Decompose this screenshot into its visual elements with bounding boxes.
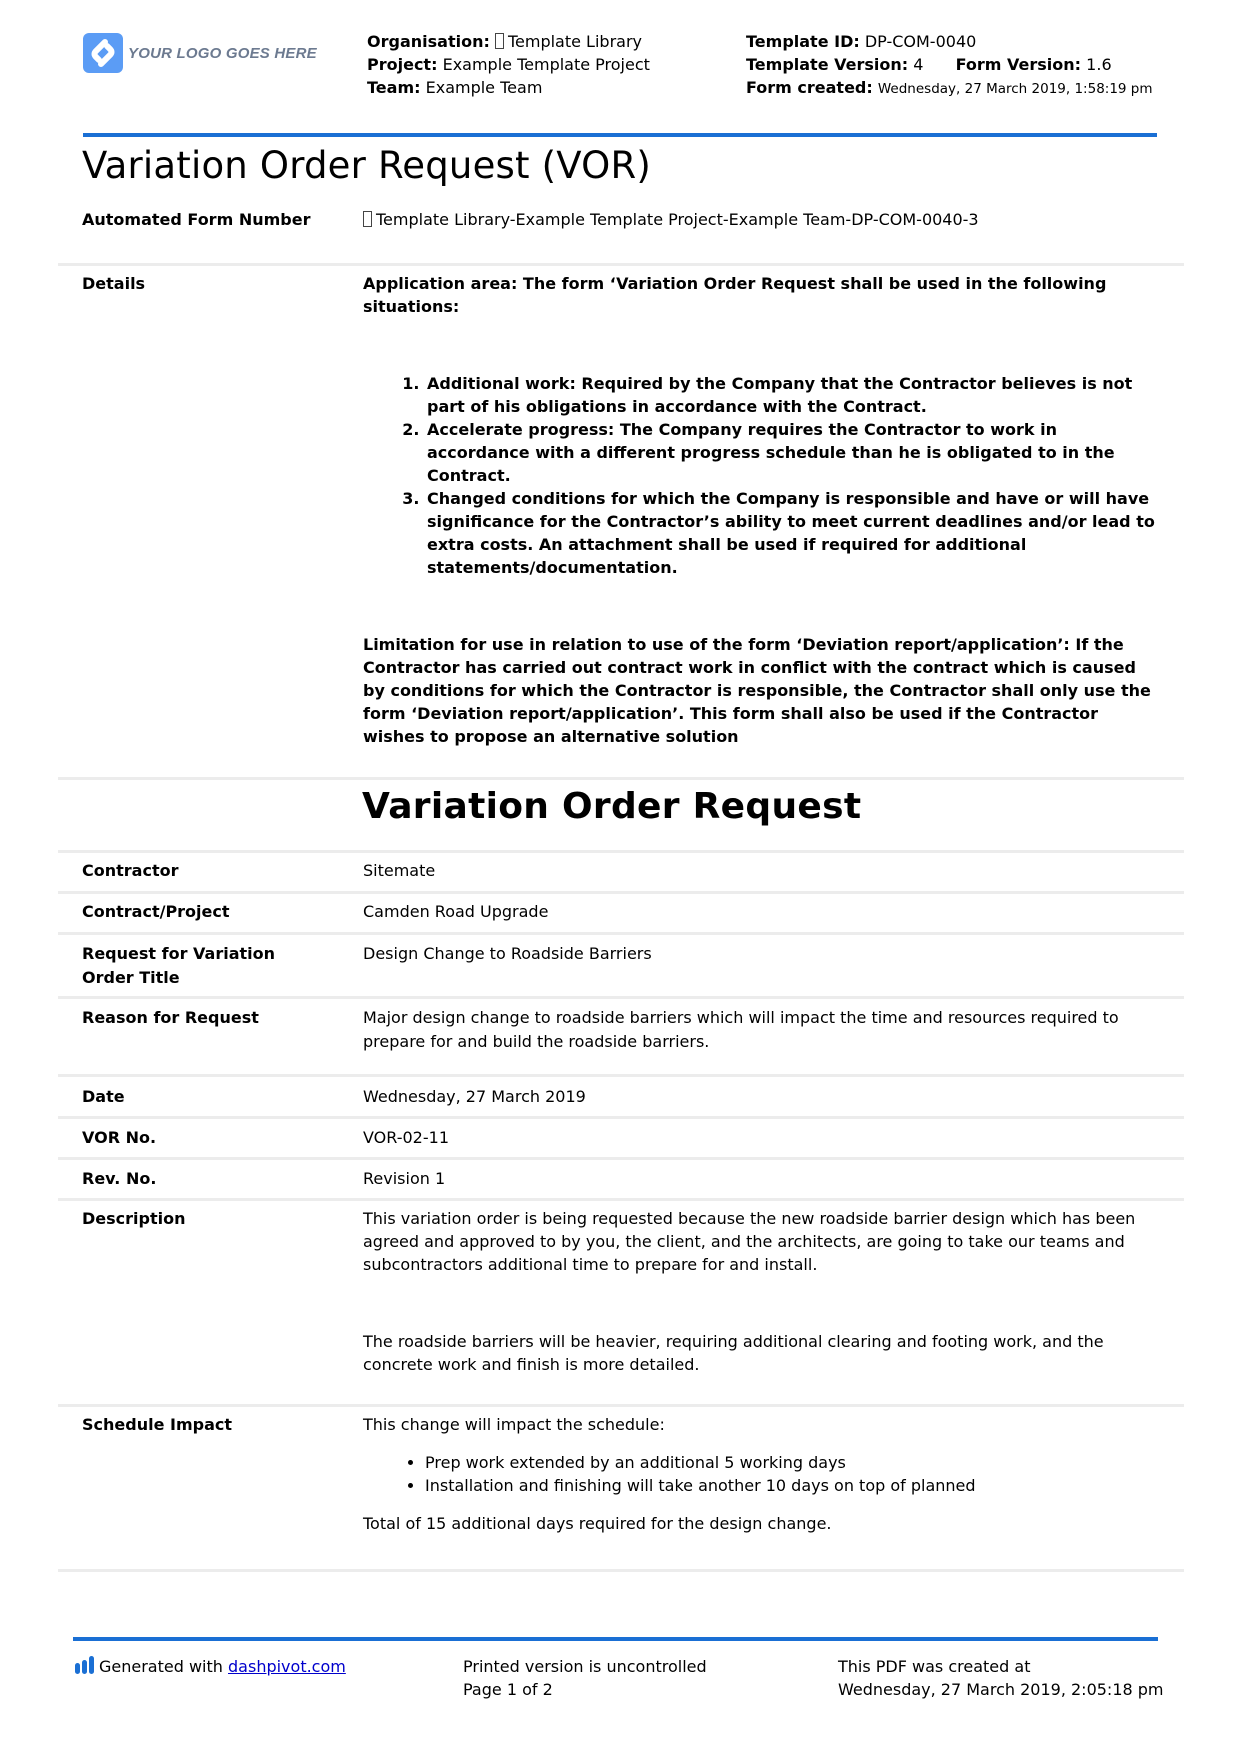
row-separator: [58, 1116, 1184, 1119]
contractor-value: Sitemate: [363, 861, 436, 880]
team-line: [367, 76, 727, 99]
project-label: Project:: [367, 55, 438, 74]
form-created-value: Wednesday, 27 March 2019, 1:58:19 pm: [877, 81, 1153, 97]
footer-divider: [73, 1637, 1158, 1641]
document-title: Variation Order Request (VOR): [82, 144, 652, 187]
version-line: [746, 53, 1156, 76]
header-template-block: [746, 30, 1156, 101]
row-separator: [58, 263, 1184, 266]
details-content: [363, 272, 1163, 748]
pdf-created-value: Wednesday, 27 March 2019, 2:05:18 pm: [838, 1680, 1164, 1699]
schedule-impact-label: Schedule Impact: [82, 1415, 233, 1434]
automated-form-number-label: Automated Form Number: [82, 210, 311, 229]
row-separator: [58, 996, 1184, 999]
row-separator: [58, 1074, 1184, 1077]
rev-no-label: Rev. No.: [82, 1169, 157, 1188]
organisation-line: [367, 30, 727, 53]
schedule-impact-value: [363, 1413, 1163, 1535]
page-number: Page 1 of 2: [463, 1680, 553, 1699]
schedule-bullet: • Installation and finishing will take another 10 days on top of planned: [425, 1474, 1163, 1497]
project-value: Example Template Project: [442, 55, 650, 74]
schedule-intro: This change will impact the schedule:: [363, 1415, 665, 1434]
team-value: Example Team: [425, 78, 543, 97]
vor-no-value: VOR-02-11: [363, 1128, 449, 1147]
footer-middle: [463, 1655, 763, 1701]
template-id-line: [746, 30, 1156, 53]
details-intro: Application area: The form ‘Variation Order Request shall be used in the following situations:: [363, 274, 1107, 316]
organisation-label: Organisation:: [367, 32, 490, 51]
request-title-value: Design Change to Roadside Barriers: [363, 944, 652, 963]
footer-generated: [75, 1655, 415, 1680]
contract-project-label: Contract/Project: [82, 902, 230, 921]
schedule-total: Total of 15 additional days required for the design change.: [363, 1514, 832, 1533]
section-title: Variation Order Request: [362, 786, 862, 827]
dashpivot-logo-icon: [75, 1656, 95, 1680]
dashpivot-link[interactable]: dashpivot.com: [228, 1657, 346, 1676]
contractor-label: Contractor: [82, 861, 179, 880]
row-separator: [58, 777, 1184, 780]
footer-right: [838, 1655, 1168, 1701]
details-limitation: Limitation for use in relation to use of the form ‘Deviation report/application’: If the Contractor has carried out contract work in conflict with the contract which is caused by conditions for which the Contractor is responsible, the Contractor shall only use the form ‘Deviation report/application’. This form shall also be used if the Contractor wishes to propose an alternative solution: [363, 635, 1151, 746]
logo-text: YOUR LOGO GOES HERE: [128, 45, 317, 62]
row-separator: [58, 1157, 1184, 1160]
description-value: [363, 1207, 1163, 1376]
header-divider: [83, 133, 1157, 137]
row-separator: [58, 1198, 1184, 1201]
request-title-label: Request for Variation Order Title: [82, 944, 276, 987]
row-separator: [58, 1404, 1184, 1407]
details-list-item: 3. Changed conditions for which the Company is responsible and have or will have significance for the Contractor’s ability to meet current deadlines and/or lead to extra costs. An attachment shall be used if required for additional statements/documentation.: [425, 487, 1163, 579]
logo-icon: [83, 33, 123, 73]
row-separator: [58, 850, 1184, 853]
reason-label: Reason for Request: [82, 1008, 259, 1027]
automated-form-number-text: Template Library-Example Template Project-Example Team-DP-COM-0040-3: [376, 210, 979, 229]
contract-project-value: Camden Road Upgrade: [363, 902, 549, 921]
pdf-created-label: This PDF was created at: [838, 1657, 1031, 1676]
description-paragraph: This variation order is being requested because the new roadside barrier design which has been agreed and approved to by you, the client, and the architects, are going to take our teams and subcontractors additional time to prepare for and install.: [363, 1209, 1136, 1274]
details-list-item: 2. Accelerate progress: The Company requires the Contractor to work in accordance with a different progress schedule than he is obligated to in the Contract.: [425, 418, 1163, 487]
template-id-label: Template ID:: [746, 32, 860, 51]
template-version-value: 4: [913, 55, 924, 74]
schedule-bullets: [363, 1451, 1163, 1497]
form-created-line: [746, 76, 1156, 101]
missing-glyph-icon: [495, 33, 504, 49]
row-separator: [58, 891, 1184, 894]
details-label: Details: [82, 274, 146, 293]
project-line: [367, 53, 727, 76]
form-version-label: Form Version:: [955, 55, 1082, 74]
reason-value: Major design change to roadside barriers which will impact the time and resources required to prepare for and build the roadside barriers.: [363, 1008, 1119, 1051]
organisation-value: Template Library: [507, 32, 642, 51]
details-list: [363, 372, 1163, 579]
date-label: Date: [82, 1087, 125, 1106]
row-separator: [58, 932, 1184, 935]
description-paragraph: The roadside barriers will be heavier, requiring additional clearing and footing work, and the concrete work and finish is more detailed.: [363, 1332, 1104, 1374]
team-label: Team:: [367, 78, 421, 97]
template-version-label: Template Version:: [746, 55, 909, 74]
uncontrolled-notice: Printed version is uncontrolled: [463, 1657, 707, 1676]
row-separator: [58, 1569, 1184, 1572]
rev-no-value: Revision 1: [363, 1169, 446, 1188]
missing-glyph-icon: [363, 211, 372, 227]
automated-form-number-value: [363, 208, 1163, 232]
schedule-bullet: • Prep work extended by an additional 5 working days: [425, 1451, 1163, 1474]
description-label: Description: [82, 1209, 186, 1228]
header-org-block: [367, 30, 727, 99]
date-value: Wednesday, 27 March 2019: [363, 1087, 586, 1106]
vor-no-label: VOR No.: [82, 1128, 157, 1147]
template-id-value: DP-COM-0040: [864, 32, 977, 51]
details-list-item: 1. Additional work: Required by the Company that the Contractor believes is not part of his obligations in accordance with the Contract.: [425, 372, 1163, 418]
generated-with-text: Generated with: [99, 1657, 223, 1676]
form-created-label: Form created:: [746, 78, 873, 97]
form-version-value: 1.6: [1086, 55, 1112, 74]
